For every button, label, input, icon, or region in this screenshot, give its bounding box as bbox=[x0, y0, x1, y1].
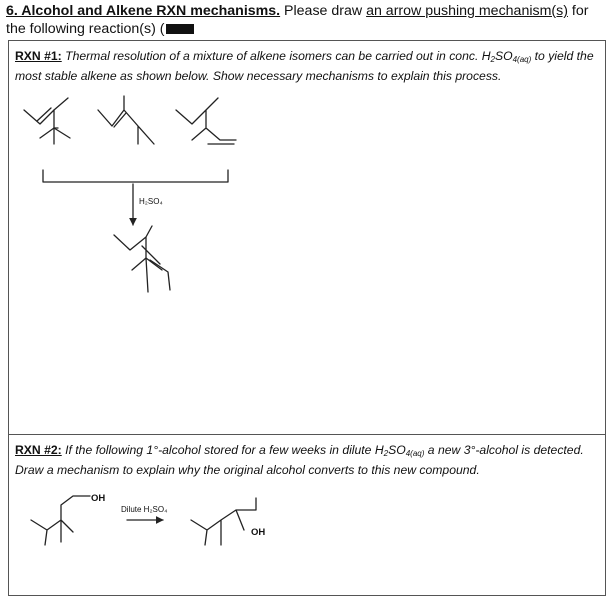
alkene-isomer-2 bbox=[98, 96, 154, 144]
reaction-1-text: SO bbox=[494, 49, 513, 63]
reaction-2-text: SO bbox=[388, 443, 406, 457]
instruction-underlined: an arrow pushing mechanism(s) bbox=[366, 3, 568, 19]
instruction-text: Please draw bbox=[280, 3, 367, 19]
tertiary-alcohol bbox=[191, 498, 256, 545]
reaction-2-label: RXN #2: bbox=[15, 443, 62, 457]
reaction-2-text: a new 3°-alcohol is detected. Draw a mechanism to explain why the original alcohol converts to this new compound. bbox=[15, 443, 584, 477]
reaction-1-text: Thermal resolution of a mixture of alkene isomers can be carried out in conc. H bbox=[61, 49, 491, 63]
reaction-1-text: to yield the most stable alkene as shown below. Show necessary mechanisms to explain this process. bbox=[15, 49, 594, 83]
product-alkene bbox=[114, 226, 170, 292]
reaction-2-text: If the following 1°-alcohol stored for a few weeks in dilute H bbox=[61, 443, 384, 457]
subscript: 4(aq) bbox=[405, 449, 425, 458]
alkene-isomer-3 bbox=[176, 98, 236, 144]
alkene-isomer-1 bbox=[24, 98, 70, 144]
subscript: 4(aq) bbox=[512, 55, 532, 64]
reactant-oh-label: OH bbox=[91, 493, 106, 504]
reaction-2-reagent: Dilute H₂SO₄ bbox=[121, 505, 168, 514]
mixture-bracket bbox=[43, 170, 228, 182]
subscript: 2 bbox=[383, 449, 389, 458]
primary-alcohol bbox=[31, 496, 90, 545]
reaction-1-reagent: H₂SO₄ bbox=[139, 197, 163, 206]
product-oh-label: OH bbox=[251, 527, 266, 538]
subscript: 2 bbox=[490, 55, 495, 64]
reaction-1-label: RXN #1: bbox=[15, 49, 62, 63]
instruction-text-end: for the following reaction(s) ( bbox=[6, 3, 589, 37]
question-title: 6. Alcohol and Alkene RXN mechanisms. bbox=[6, 3, 281, 19]
